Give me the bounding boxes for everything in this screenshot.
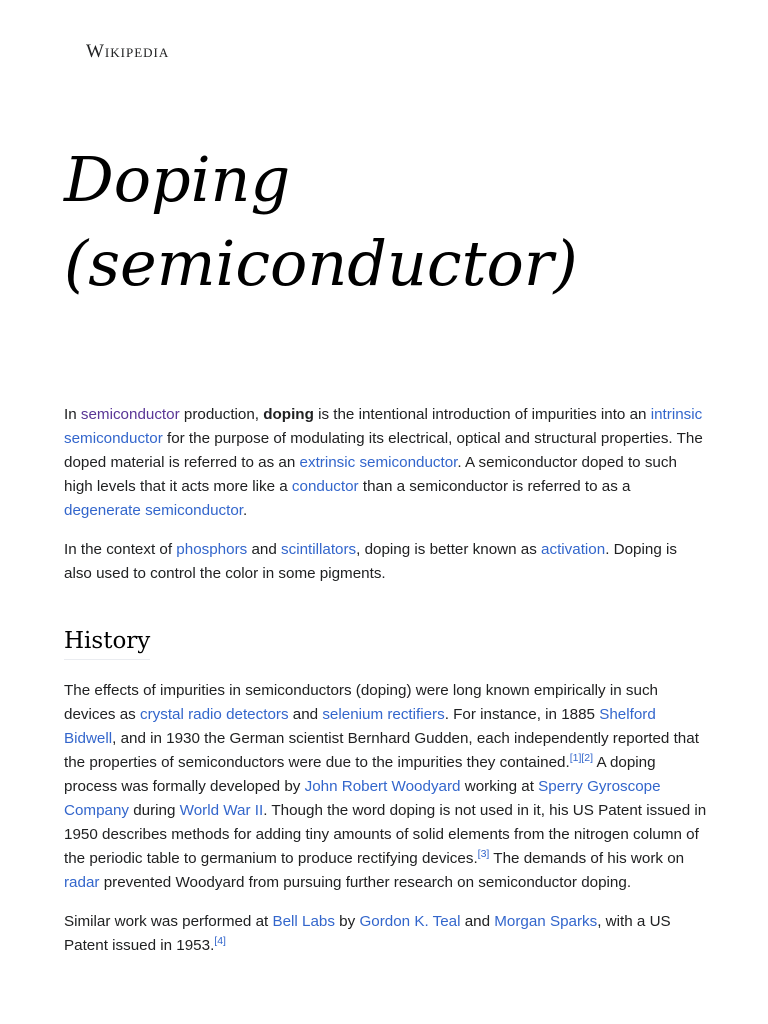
- link-phosphors[interactable]: phosphors: [176, 541, 248, 558]
- text: Similar work was performed at: [64, 913, 273, 930]
- link-bell-labs[interactable]: Bell Labs: [272, 913, 335, 930]
- link-conductor[interactable]: conductor: [291, 478, 359, 495]
- reference-1[interactable]: [1]: [569, 751, 582, 764]
- text: , and in 1930 the German scientist Bernhard Gudden, each independently reported that the properties of semiconductors were due to the impurities they contained.: [64, 730, 699, 771]
- section-heading-history: History: [64, 625, 150, 660]
- link-world-war-ii[interactable]: World War II: [179, 802, 264, 819]
- page-title-line2: (semiconductor): [64, 227, 578, 300]
- page-title-line1: Doping: [64, 143, 291, 216]
- reference-4[interactable]: [4]: [214, 934, 226, 947]
- history-paragraph-2: [64, 910, 709, 958]
- text: . A semiconductor doped to such high levels that it acts more like a: [64, 454, 677, 495]
- article-body: [64, 403, 709, 973]
- link-extrinsic-semiconductor[interactable]: extrinsic semiconductor: [299, 454, 458, 471]
- link-radar[interactable]: radar: [64, 874, 100, 891]
- reference-2[interactable]: [2]: [581, 751, 594, 764]
- link-sperry-gyroscope-company[interactable]: Sperry Gyroscope Company: [64, 778, 661, 819]
- link-intrinsic-semiconductor[interactable]: intrinsic semiconductor: [64, 406, 703, 447]
- text: and: [288, 706, 323, 723]
- page-title: [64, 138, 724, 306]
- text: production,: [179, 406, 264, 423]
- text: by: [334, 913, 360, 930]
- text: and: [460, 913, 495, 930]
- link-gordon-k-teal[interactable]: Gordon K. Teal: [359, 913, 461, 930]
- text: . Though the word doping is not used in it, his US Patent issued in 1950 describes methods for adding tiny amounts of solid elements from the nitrogen column of the periodic table to germanium to produce rectifying devices.: [64, 802, 707, 867]
- link-semiconductor[interactable]: semiconductor: [80, 406, 180, 423]
- reference-3[interactable]: [3]: [477, 847, 490, 860]
- link-shelford-bidwell[interactable]: Shelford Bidwell: [64, 706, 656, 747]
- link-selenium-rectifiers[interactable]: selenium rectifiers: [322, 706, 445, 723]
- text: In the context of: [64, 541, 177, 558]
- wikipedia-wordmark: [86, 41, 169, 62]
- link-scintillators[interactable]: scintillators: [281, 541, 357, 558]
- history-heading-wrap: [64, 601, 709, 679]
- text: than a semiconductor is referred to as a: [358, 478, 631, 495]
- intro-paragraph-2: [64, 538, 709, 586]
- text: is the intentional introduction of impurities into an: [313, 406, 651, 423]
- history-paragraph-1: [64, 679, 709, 895]
- link-morgan-sparks[interactable]: Morgan Sparks: [494, 913, 598, 930]
- text: .: [243, 502, 248, 519]
- link-crystal-radio-detectors[interactable]: crystal radio detectors: [139, 706, 289, 723]
- intro-paragraph-1: [64, 403, 709, 523]
- text: In: [64, 406, 81, 423]
- logo-text: Wikipedia: [86, 41, 170, 62]
- text: prevented Woodyard from pursuing further research on semiconductor doping.: [99, 874, 632, 891]
- text: , with a US Patent issued in 1953.: [64, 913, 671, 954]
- text: for the purpose of modulating its electrical, optical and structural properties. The doped material is referred to as an: [64, 430, 703, 471]
- wikipedia-logo[interactable]: [86, 40, 169, 64]
- text: The demands of his work on: [489, 850, 685, 867]
- bold-term-doping: doping: [263, 406, 314, 423]
- text: . For instance, in 1885: [444, 706, 600, 723]
- text: and: [247, 541, 282, 558]
- link-john-robert-woodyard[interactable]: John Robert Woodyard: [304, 778, 461, 795]
- text: . Doping is also used to control the color in some pigments.: [64, 541, 677, 582]
- text: , doping is better known as: [356, 541, 542, 558]
- text: The effects of impurities in semiconductors (doping) were long known empirically in such devices as: [64, 682, 658, 723]
- text: working at: [460, 778, 539, 795]
- link-degenerate-semiconductor[interactable]: degenerate semiconductor: [64, 502, 243, 519]
- text: during: [129, 802, 180, 819]
- link-activation[interactable]: activation: [541, 541, 606, 558]
- text: A doping process was formally developed by: [64, 754, 656, 795]
